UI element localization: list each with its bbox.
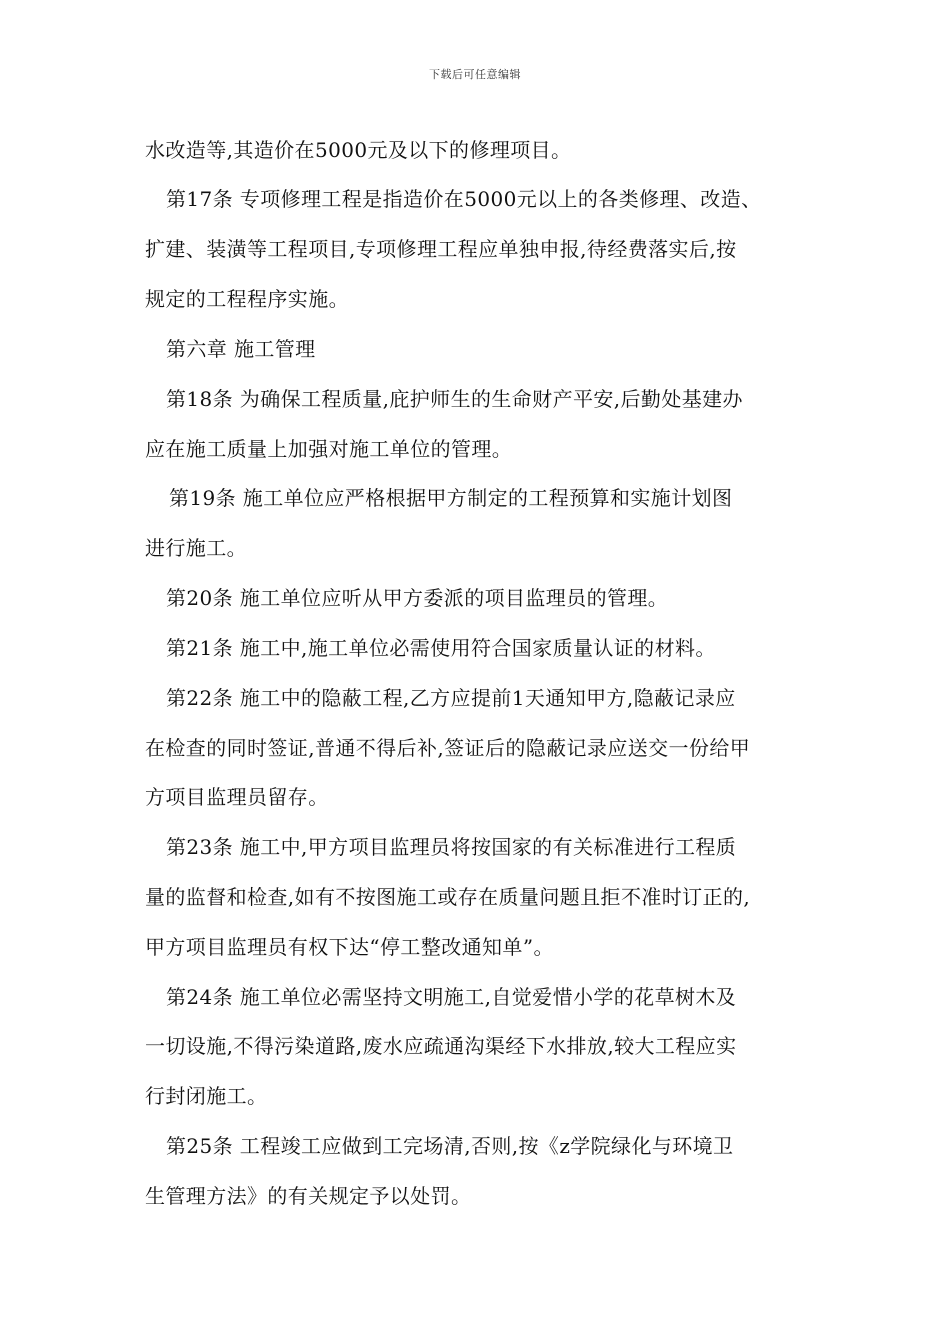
article-18-line: 第18条 为确保工程质量,庇护师生的生命财产平安,后勤处基建办	[166, 387, 743, 411]
article-21-line: 第21条 施工中,施工单位必需使用符合国家质量认证的材料。	[166, 636, 716, 660]
chapter-heading: 第六章 施工管理	[166, 337, 316, 361]
text-line: 甲方项目监理员有权下达“停工整改通知单”。	[145, 935, 554, 959]
page-header: 下载后可任意编辑	[429, 68, 521, 81]
text-line: 一切设施,不得污染道路,废水应疏通沟渠经下水排放,较大工程应实	[145, 1034, 737, 1058]
text-line: 在检查的同时签证,普通不得后补,签证后的隐蔽记录应送交一份给甲	[145, 736, 751, 760]
text-line: 水改造等,其造价在5000元及以下的修理项目。	[145, 138, 572, 162]
article-20-line: 第20条 施工单位应听从甲方委派的项目监理员的管理。	[166, 586, 669, 610]
text-line: 行封闭施工。	[145, 1084, 268, 1108]
text-line: 扩建、装潢等工程项目,专项修理工程应单独申报,待经费落实后,按	[145, 237, 737, 261]
article-24-line: 第24条 施工单位必需坚持文明施工,自觉爱惜小学的花草树木及	[166, 985, 737, 1009]
article-23-line: 第23条 施工中,甲方项目监理员将按国家的有关标准进行工程质	[166, 835, 737, 859]
article-17-line: 第17条 专项修理工程是指造价在5000元以上的各类修理、改造、	[166, 187, 762, 211]
text-line: 方项目监理员留存。	[145, 785, 329, 809]
article-22-line: 第22条 施工中的隐蔽工程,乙方应提前1天通知甲方,隐蔽记录应	[166, 686, 736, 710]
text-line: 进行施工。	[145, 536, 247, 560]
text-line: 生管理方法》的有关规定予以处罚。	[145, 1184, 472, 1208]
text-line: 应在施工质量上加强对施工单位的管理。	[145, 437, 513, 461]
text-line: 规定的工程程序实施。	[145, 287, 349, 311]
text-line: 量的监督和检查,如有不按图施工或存在质量问题且拒不准时订正的,	[145, 885, 751, 909]
article-25-line: 第25条 工程竣工应做到工完场清,否则,按《z学院绿化与环境卫	[166, 1134, 734, 1158]
article-19-line: 第19条 施工单位应严格根据甲方制定的工程预算和实施计划图	[169, 486, 733, 510]
